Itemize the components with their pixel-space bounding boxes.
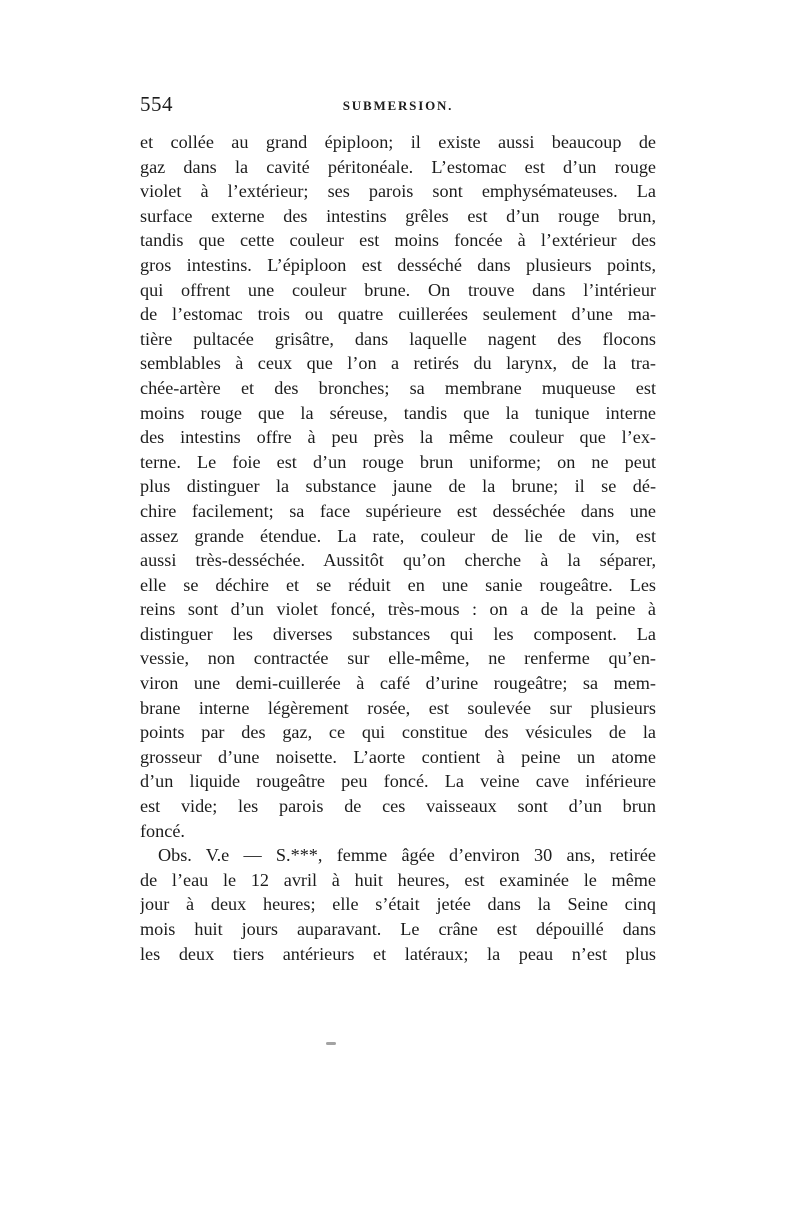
text-line: des intestins offre à peu près la même couleur que l’ex- — [140, 427, 656, 448]
page-header — [140, 92, 656, 124]
text-line: qui offrent une couleur brune. On trouve dans l’intérieur — [140, 279, 656, 300]
text-line: semblables à ceux que l’on a retirés du larynx, de la tra- — [140, 353, 656, 374]
text-line: aussi très-desséchée. Aussitôt qu’on cherche à la séparer, — [140, 550, 656, 571]
text-line: foncé. — [140, 820, 185, 841]
text-line: gaz dans la cavité péritonéale. L’estomac est d’un rouge — [140, 156, 656, 177]
text-line: d’un liquide rougeâtre peu foncé. La veine cave inférieure — [140, 771, 656, 792]
text-line: assez grande étendue. La rate, couleur de lie de vin, est — [140, 525, 656, 546]
text-line: terne. Le foie est d’un rouge brun uniforme; on ne peut — [140, 451, 656, 472]
text-line: vessie, non contractée sur elle-même, ne renferme qu’en- — [140, 648, 656, 669]
text-line: distinguer les diverses substances qui les composent. La — [140, 623, 656, 644]
text-line: jour à deux heures; elle s’était jetée dans la Seine cinq — [140, 894, 656, 915]
text-line: grosseur d’une noisette. L’aorte contient à peine un atome — [140, 746, 656, 767]
text-line: et collée au grand épiploon; il existe aussi beaucoup de — [140, 132, 656, 152]
text-line: est vide; les parois de ces vaisseaux sont d’un brun — [140, 796, 656, 817]
text-line: viron une demi-cuillerée à café d’urine rougeâtre; sa mem- — [140, 673, 656, 694]
text-line: plus distinguer la substance jaune de la brune; il se dé- — [140, 476, 656, 497]
ink-mark — [326, 1042, 336, 1045]
text-line: Obs. V.e — S.***, femme âgée d’environ 30 ans, retirée — [158, 845, 656, 866]
text-line: gros intestins. L’épiploon est desséché dans plusieurs points, — [140, 254, 656, 275]
body-text — [140, 130, 656, 966]
text-line: de l’estomac trois ou quatre cuillerées seulement d’une ma- — [140, 304, 656, 325]
text-line: violet à l’extérieur; ses parois sont emphysémateuses. La — [140, 181, 656, 202]
text-line: de l’eau le 12 avril à huit heures, est examinée le même — [140, 869, 656, 890]
text-line: mois huit jours auparavant. Le crâne est dépouillé dans — [140, 919, 656, 939]
text-line: elle se déchire et se réduit en une sanie rougeâtre. Les — [140, 574, 656, 595]
text-line: moins rouge que la séreuse, tandis que la tunique interne — [140, 402, 656, 423]
text-line: chée-artère et des bronches; sa membrane muqueuse est — [140, 377, 656, 398]
text-line: les deux tiers antérieurs et latéraux; la peau n’est plus — [140, 943, 656, 964]
text-line: points par des gaz, ce qui constitue des vésicules de la — [140, 722, 656, 743]
text-line: reins sont d’un violet foncé, très-mous : on a de la peine à — [140, 599, 656, 620]
text-line: tière pultacée grisâtre, dans laquelle nagent des flocons — [140, 328, 656, 349]
text-line: chire facilement; sa face supérieure est desséchée dans une — [140, 500, 656, 521]
running-head: SUBMERSION. — [342, 98, 454, 113]
text-line: tandis que cette couleur est moins foncée à l’extérieur des — [140, 230, 656, 251]
text-line: surface externe des intestins grêles est d’un rouge brun, — [140, 205, 656, 226]
text-line: brane interne légèrement rosée, est soulevée sur plusieurs — [140, 697, 656, 718]
page-number: 554 — [140, 92, 173, 116]
